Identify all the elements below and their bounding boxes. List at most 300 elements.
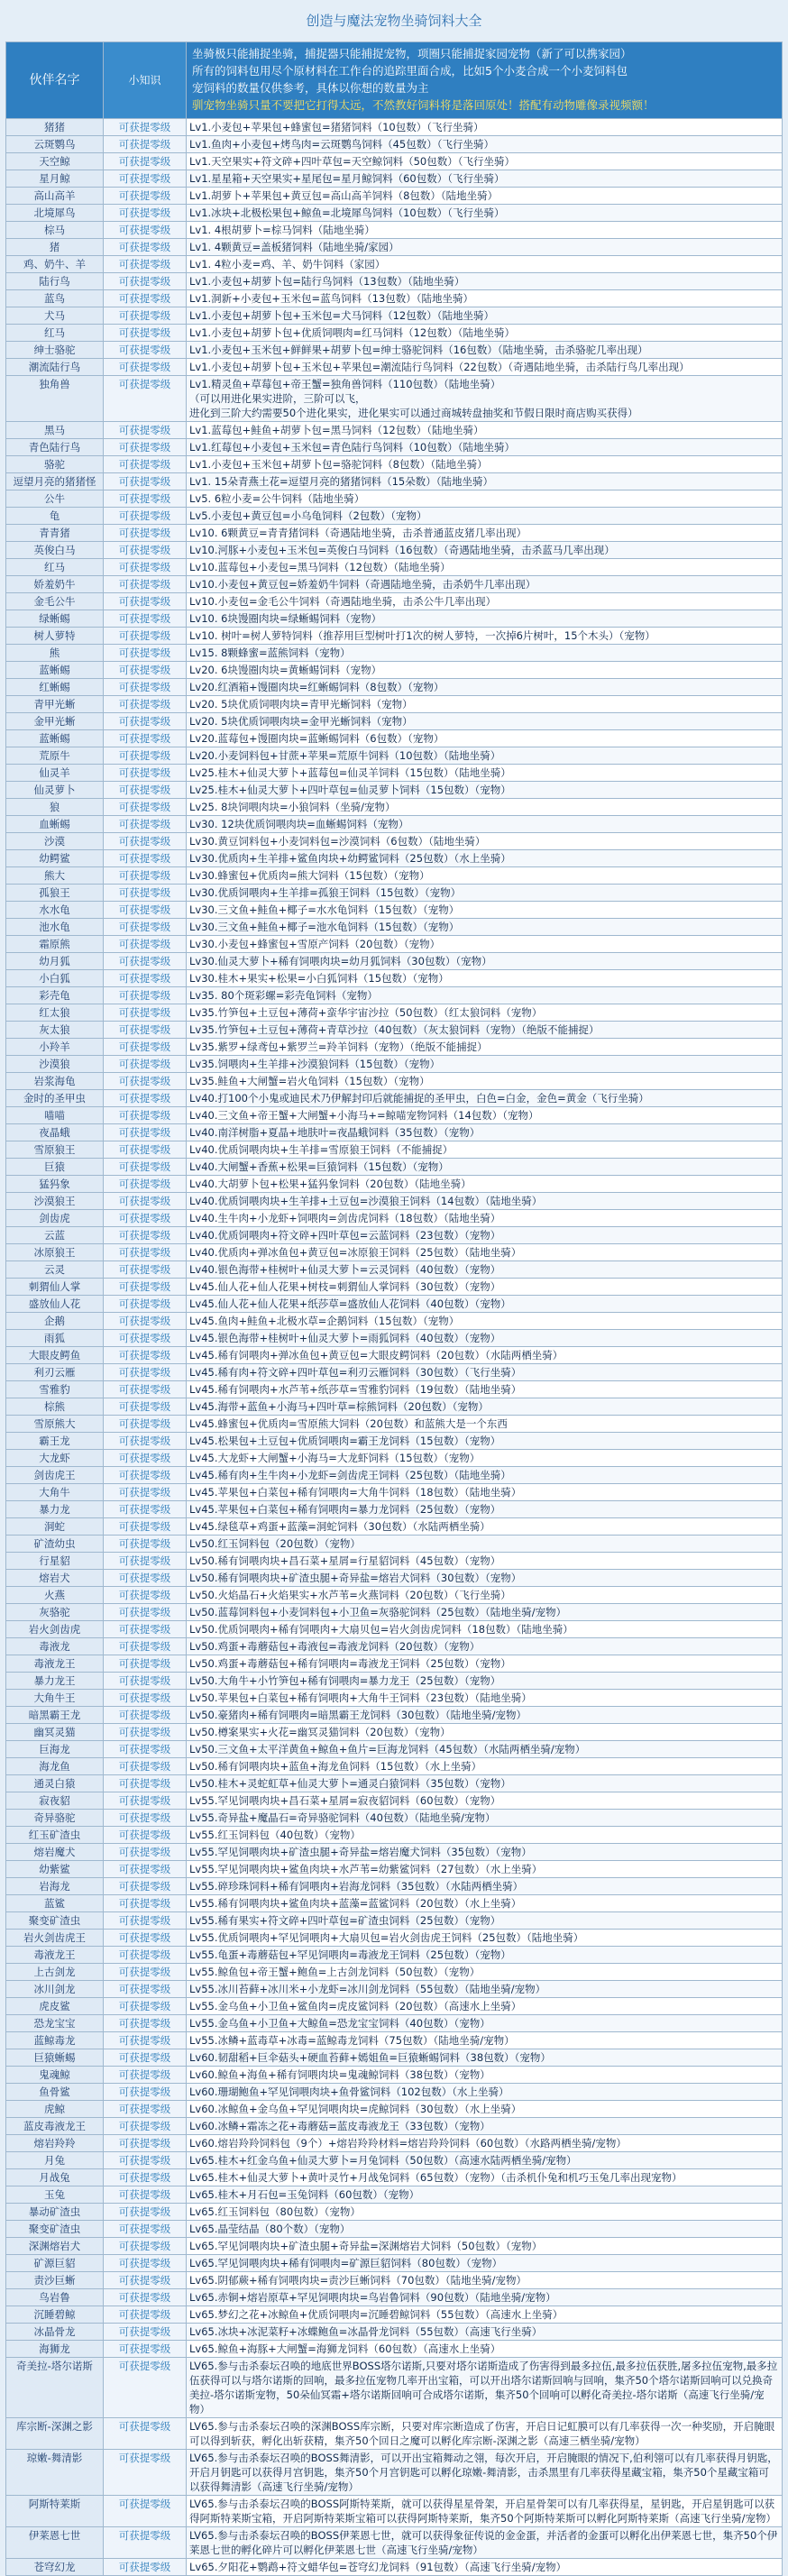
- companion-name: 蓝鲸毒龙: [6, 2032, 104, 2049]
- tip-cell: 可获提零级: [104, 2015, 187, 2031]
- companion-name: 棕熊: [6, 1398, 104, 1415]
- tip-cell: 可获提零级: [104, 1467, 187, 1483]
- table-row: [6, 1073, 783, 1090]
- companion-name: 红玉矿渣虫: [6, 1827, 104, 1843]
- table-row: [6, 662, 783, 679]
- table-row: [6, 2221, 783, 2238]
- companion-name: 树人萝特: [6, 628, 104, 644]
- table-row: [6, 2527, 783, 2559]
- companion-name: 鱼骨鲨: [6, 2084, 104, 2100]
- feed-recipe: LV65.参与击杀泰坛召唤的地底世界BOSS塔尔诺斯,只要对塔尔诺斯造成了伤害得到最多拉伍,最多拉伍获胜,屠多拉伍宠物,最多拉伍获得可以与塔尔诺斯的回响，最多拉伍宠物几率开出宝箱，可以开出塔尔诺斯回响与回响，集齐50个塔尔诺斯回响可以兑换奇美拉-塔尔诺斯宠物，50朵仙冥霜+塔尔诺斯回响可合成塔尔诺斯，集齐50个回响可以孵化奇美拉-塔尔诺斯（高速飞行坐骑/宠物）: [187, 2358, 783, 2417]
- companion-name: 池水龟: [6, 919, 104, 935]
- feed-recipe: Lv45.稀有肉+生牛肉+小龙虾=剑齿虎王饲料（25包数）（陆地坐骑）: [187, 1467, 783, 1483]
- companion-name: 棕马: [6, 222, 104, 238]
- companion-name: 彩壳龟: [6, 987, 104, 1004]
- tip-cell: 可获提零级: [104, 342, 187, 358]
- companion-name: 蓝鲨: [6, 1895, 104, 1911]
- tip-cell: 可获提零级: [104, 170, 187, 187]
- tip-cell: 可获提零级: [104, 1501, 187, 1517]
- header-col-tip: 小知识: [104, 42, 187, 118]
- feed-recipe: Lv50.优质饲喂肉+稀有饲喂肉+大扇贝包=岩火剑齿虎饲料（18包数）（陆地坐骑）: [187, 1621, 783, 1637]
- tip-cell: 可获提零级: [104, 1724, 187, 1740]
- table-row: [6, 713, 783, 730]
- table-row: [6, 1655, 783, 1673]
- feed-recipe: Lv65.桂木+月石包=玉兔饲料（60包数）（宠物）: [187, 2186, 783, 2203]
- tip-cell: 可获提零级: [104, 970, 187, 986]
- companion-name: 奇美拉-塔尔诺斯: [6, 2358, 104, 2417]
- table-row: [6, 2101, 783, 2118]
- tip-cell: 可获提零级: [104, 1210, 187, 1226]
- tip-cell: 可获提零级: [104, 1244, 187, 1260]
- companion-name: 熔岩羚羚: [6, 2135, 104, 2151]
- header-notes: [187, 42, 783, 118]
- table-row: [6, 205, 783, 222]
- companion-name: 雨狐: [6, 1330, 104, 1346]
- table-row: [6, 376, 783, 422]
- feed-recipe: Lv25.桂木+仙灵大萝卜+蓝莓包=仙灵羊饲料（15包数）（陆地坐骑）: [187, 765, 783, 781]
- table-row: [6, 170, 783, 188]
- companion-name: 通灵白猿: [6, 1775, 104, 1792]
- tip-cell: 可获提零级: [104, 325, 187, 341]
- feed-recipe: Lv55.稀有果实+符文碎+四叶草包=矿渣虫饲料（25包数）（宠物）: [187, 1912, 783, 1929]
- tip-cell: 可获提零级: [104, 1587, 187, 1603]
- feed-recipe: Lv55.红玉饲料包（40包数）（宠物）: [187, 1827, 783, 1843]
- tip-cell: 可获提零级: [104, 1039, 187, 1055]
- table-row: [6, 2135, 783, 2152]
- feed-recipe: Lv45.大龙虾+大闸蟹+小海马=大龙虾饲料（15包数）（宠物）: [187, 1450, 783, 1466]
- feed-recipe: Lv30.桂木+果实+松果=小白狐饲料（15包数）（宠物）: [187, 970, 783, 986]
- feed-recipe: Lv1.小麦包+玉米包+胡萝卜包=骆驼饲料（8包数）（陆地坐骑）: [187, 456, 783, 472]
- companion-name: 鬼魂鲸: [6, 2067, 104, 2083]
- table-row: [6, 1124, 783, 1141]
- tip-cell: 可获提零级: [104, 2255, 187, 2271]
- feed-recipe: Lv60.冰鳞+霜冻之花+毒蘑菇=蓝皮毒液龙王（33包数）（宠物）: [187, 2118, 783, 2134]
- table-row: [6, 325, 783, 342]
- feed-recipe: Lv15. 8颗蜂蜜=蓝熊饲料（宠物）: [187, 645, 783, 661]
- feed-recipe: Lv1.精灵鱼+草莓包+帝王蟹=独角兽饲料（110包数）（陆地坐骑） （可以用进化果实进阶，三阶可以飞， 进化到三阶大约需要50个进化果实，进化果实可以通过商城转盘抽奖和节假日限时商店购买获得）: [187, 376, 783, 421]
- table-row: [6, 1433, 783, 1450]
- companion-name: 幼月狐: [6, 953, 104, 969]
- tip-cell: 可获提零级: [104, 1655, 187, 1672]
- companion-name: 猪猪: [6, 119, 104, 135]
- companion-name: 冰晶骨龙: [6, 2324, 104, 2340]
- feed-recipe: Lv55.罕见饲喂肉块+鲨鱼肉块+水芦苇=幼紫鲨饲料（27包数）（水上坐骑）: [187, 1861, 783, 1877]
- feed-recipe: Lv1. 15朵青燕土花=逗望月亮的猪猪饲料（15朵数）（陆地坐骑）: [187, 473, 783, 490]
- table-row: [6, 1364, 783, 1381]
- tip-cell: 可获提零级: [104, 1947, 187, 1963]
- feed-recipe: Lv65.红玉饲料包（80包数）（宠物）: [187, 2204, 783, 2220]
- feed-recipe: Lv40.银色海带+桂树叶+仙灵大萝卜=云灵饲料（40包数）（宠物）: [187, 1261, 783, 1278]
- table-row: [6, 2358, 783, 2418]
- companion-name: 寂夜貂: [6, 1792, 104, 1809]
- tip-cell: 可获提零级: [104, 593, 187, 610]
- feed-recipe: Lv1.星星箱+天空果实+星尾包=星月鲸饲料（60包数）（飞行坐骑）: [187, 170, 783, 187]
- table-row: [6, 747, 783, 765]
- companion-name: 小羚羊: [6, 1039, 104, 1055]
- tip-cell: 可获提零级: [104, 645, 187, 661]
- companion-name: 绿蜥蜴: [6, 610, 104, 627]
- feed-recipe: LV65.参与击杀泰坛召唤的BOSS舞清影，可以开出宝箱舞动之翎，每次开启，开启腌眼的情况下,伯利翎可以有几率获得月钥匙，开启月钥匙可以获得月宫钥匙，集齐50个月宫钥匙可以孵化琼嫩-舞清影，击杀黑里有几率获得星藏宝箱，集齐50个星藏宝箱可以获得舞清影（高速飞行坐骑/宠物）: [187, 2450, 783, 2495]
- table-row: [6, 1741, 783, 1758]
- feed-recipe: Lv45.银色海带+桂树叶+仙灵大萝卜=雨狐饲料（40包数）（宠物）: [187, 1330, 783, 1346]
- tip-cell: 可获提零级: [104, 1964, 187, 1980]
- companion-name: 毒液龙王: [6, 1947, 104, 1963]
- feed-recipe: Lv50.稀有饲喂肉块+昌石菜+星屑=行星貂饲料（45包数）（宠物）: [187, 1553, 783, 1569]
- feed-recipe: Lv65.罕见饲喂肉块+稀有饲喂肉=矿源巨貂饲料（80包数）（宠物）: [187, 2255, 783, 2271]
- table-row: [6, 936, 783, 953]
- table-row: [6, 1810, 783, 1827]
- table-row: [6, 1690, 783, 1707]
- feed-recipe: Lv25. 8块饲喂肉块=小狼饲料（坐骑/宠物）: [187, 799, 783, 815]
- feed-recipe: Lv55.金乌鱼+小卫鱼+大鲸鱼=恐龙宝宝饲料（40包数）（宠物）: [187, 2015, 783, 2031]
- table-row: [6, 1159, 783, 1176]
- feed-recipe: Lv40.打100个小鬼或迪民术乃伊解封印后就能捕捉的圣甲虫，白色=白金，金色=黄金（飞行坐骑）: [187, 1090, 783, 1106]
- table-row: [6, 1227, 783, 1244]
- companion-name: 云蓝: [6, 1227, 104, 1243]
- companion-name: 琼嫩-舞清影: [6, 2450, 104, 2495]
- companion-name: 青甲光蜥: [6, 696, 104, 712]
- table-row: [6, 1176, 783, 1193]
- feed-recipe: Lv10.小麦包+黄豆包=娇羞奶牛饲料（奇遇陆地坐骑，击杀奶牛几率出现）: [187, 576, 783, 592]
- table-row: [6, 1604, 783, 1621]
- companion-name: 幼鳄鲨: [6, 850, 104, 866]
- companion-name: 岩浆海龟: [6, 1073, 104, 1089]
- feed-recipe: Lv50.三文鱼+太平洋黄鱼+鲸鱼+鱼片=巨海龙饲料（45包数）（水陆两栖坐骑/宠物）: [187, 1741, 783, 1757]
- feed-recipe: Lv65.赤铜+熔岩原草+罕见饲喂肉块=鸟岩鲁饲料（90包数）（陆地坐骑/宠物）: [187, 2289, 783, 2306]
- tip-cell: 可获提零级: [104, 713, 187, 729]
- tip-cell: 可获提零级: [104, 1553, 187, 1569]
- table-row: [6, 1998, 783, 2015]
- tip-cell: 可获提零级: [104, 1193, 187, 1209]
- feed-recipe: Lv55.稀有饲喂肉块+鲨鱼肉块+蓝藻=蓝鲨饲料（20包数）（水上坐骑）: [187, 1895, 783, 1911]
- feed-recipe: Lv40.三文鱼+帝王蟹+大闸蟹+小海马+=鲸喵宠物饲料（14包数）（宠物）: [187, 1107, 783, 1123]
- table-row: [6, 2186, 783, 2204]
- table-row: [6, 273, 783, 290]
- table-row: [6, 1022, 783, 1039]
- tip-cell: 可获提零级: [104, 307, 187, 324]
- table-row: [6, 765, 783, 782]
- feed-recipe: Lv1.鱼肉+小麦包+烤鸟肉=云斑鹦鸟饲料（45包数）（飞行坐骑）: [187, 136, 783, 152]
- table-row: [6, 1330, 783, 1347]
- companion-name: 大角牛王: [6, 1690, 104, 1706]
- table-row: [6, 730, 783, 747]
- table-row: [6, 2032, 783, 2049]
- table-row: [6, 1244, 783, 1261]
- tip-cell: 可获提零级: [104, 885, 187, 901]
- table-row: [6, 1570, 783, 1587]
- feed-recipe: Lv30.黄豆饲料包+小麦饲料包=沙漠饲料（6包数）（陆地坐骑）: [187, 833, 783, 849]
- header-note: 所有的饲料包用尽个原材料在工作台的追踪里面合成，比如5个小麦合成一个小麦饲料包: [192, 64, 628, 78]
- tip-cell: 可获提零级: [104, 376, 187, 421]
- tip-cell: 可获提零级: [104, 153, 187, 170]
- tip-cell: 可获提零级: [104, 2358, 187, 2417]
- feed-recipe: Lv20.红酒箱+馒圈肉块=红蜥蜴饲料（8包数）（宠物）: [187, 679, 783, 695]
- table-row: [6, 593, 783, 610]
- tip-cell: 可获提零级: [104, 1141, 187, 1158]
- companion-name: 蓝蜥蜴: [6, 662, 104, 678]
- tip-cell: 可获提零级: [104, 1484, 187, 1500]
- table-row: [6, 1193, 783, 1210]
- companion-name: 喵喵: [6, 1107, 104, 1123]
- table-row: [6, 1347, 783, 1364]
- table-row: [6, 256, 783, 273]
- table-row: [6, 2418, 783, 2450]
- feed-recipe: Lv45.仙人花+仙人花果+树枝=刺猬仙人掌饲料（30包数）（宠物）: [187, 1279, 783, 1295]
- tip-cell: 可获提零级: [104, 1604, 187, 1620]
- companion-name: 冰川剑龙: [6, 1981, 104, 1997]
- table-row: [6, 1039, 783, 1056]
- companion-name: 海狮龙: [6, 2341, 104, 2357]
- table-row: [6, 473, 783, 490]
- companion-name: 矿渣幼虫: [6, 1536, 104, 1552]
- tip-cell: 可获提零级: [104, 2186, 187, 2203]
- tip-cell: 可获提零级: [104, 610, 187, 627]
- companion-name: 奇异骆驼: [6, 1810, 104, 1826]
- feed-recipe: Lv1. 4粒小麦=鸡、羊、奶牛饲料（家园）: [187, 256, 783, 272]
- companion-name: 金时的圣甲虫: [6, 1090, 104, 1106]
- tip-cell: 可获提零级: [104, 2135, 187, 2151]
- companion-name: 巨猿: [6, 1159, 104, 1175]
- table-row: [6, 1981, 783, 1998]
- tip-cell: 可获提零级: [104, 456, 187, 472]
- feed-recipe: Lv65.梦幻之花+冰鲸鱼+优质饲喂肉=沉睡碧鲸饲料（55包数）（高速水上坐骑）: [187, 2306, 783, 2323]
- companion-name: 毒液龙王: [6, 1655, 104, 1672]
- feed-recipe: Lv50.红玉饲料包（20包数）（宠物）: [187, 1536, 783, 1552]
- companion-name: 幼紫鲨: [6, 1861, 104, 1877]
- table-row: [6, 290, 783, 307]
- companion-name: 暴力龙王: [6, 1673, 104, 1689]
- tip-cell: 可获提零级: [104, 205, 187, 221]
- table-row: [6, 307, 783, 325]
- table-row: [6, 119, 783, 136]
- companion-name: 岩火剑齿虎: [6, 1621, 104, 1637]
- tip-cell: 可获提零级: [104, 1912, 187, 1929]
- feed-recipe: Lv65.鲸鱼+海豚+大闸蟹=海狮龙饲料（60包数）（高速水上坐骑）: [187, 2341, 783, 2357]
- companion-name: 霜原熊: [6, 936, 104, 952]
- tip-cell: 可获提零级: [104, 936, 187, 952]
- feed-recipe: Lv45.蜂蜜包+优质肉=雪原熊大饲料（20包数）和蓝熊大是一个东西: [187, 1416, 783, 1432]
- feed-recipe: Lv65.罕见饲喂肉块+矿渣虫腿+奇异盐=深渊熔岩犬饲料（50包数）（宠物）: [187, 2238, 783, 2254]
- table-row: [6, 1518, 783, 1536]
- companion-name: 虎鲸: [6, 2101, 104, 2117]
- feed-recipe: Lv40.优质饲喂肉块+生羊排=雪原狼王饲料（不能捕捉）: [187, 1141, 783, 1158]
- table-row: [6, 902, 783, 919]
- tip-cell: 可获提零级: [104, 1861, 187, 1877]
- table-row: [6, 2118, 783, 2135]
- companion-name: 星月鲸: [6, 170, 104, 187]
- feed-recipe: Lv1.洞新+小麦包+玉米包=蓝鸟饲料（13包数）（陆地坐骑）: [187, 290, 783, 307]
- tip-cell: 可获提零级: [104, 1536, 187, 1552]
- companion-name: 绅士骆驼: [6, 342, 104, 358]
- tip-cell: 可获提零级: [104, 1518, 187, 1535]
- tip-cell: 可获提零级: [104, 2152, 187, 2168]
- page-title: 创造与魔法宠物坐骑饲料大全: [306, 13, 482, 29]
- companion-name: 北境犀鸟: [6, 205, 104, 221]
- feed-recipe: Lv55.奇异盐+魔晶石=奇异骆驼饲料（40包数）（陆地坐骑/宠物）: [187, 1810, 783, 1826]
- companion-name: 蓝皮毒液龙王: [6, 2118, 104, 2134]
- companion-name: 行星貂: [6, 1553, 104, 1569]
- table-row: [6, 542, 783, 559]
- table-row: [6, 2169, 783, 2186]
- tip-cell: 可获提零级: [104, 576, 187, 592]
- table-row: [6, 645, 783, 662]
- tip-cell: 可获提零级: [104, 422, 187, 438]
- feed-recipe: Lv1.小麦包+胡萝卜包=陆行鸟饲料（13包数）（陆地坐骑）: [187, 273, 783, 289]
- companion-name: 矿源巨貂: [6, 2255, 104, 2271]
- companion-name: 阿斯特莱斯: [6, 2496, 104, 2526]
- companion-name: 熊大: [6, 867, 104, 884]
- feed-recipe: Lv40.大胡萝卜包+松果+猛犸象饲料（20包数）（陆地坐骑）: [187, 1176, 783, 1192]
- companion-name: 盛放仙人花: [6, 1296, 104, 1312]
- companion-name: 骆驼: [6, 456, 104, 472]
- table-row: [6, 1964, 783, 1981]
- companion-name: 潮流陆行鸟: [6, 359, 104, 375]
- tip-cell: 可获提零级: [104, 1775, 187, 1792]
- tip-cell: 可获提零级: [104, 1124, 187, 1141]
- table-row: [6, 1707, 783, 1724]
- companion-name: 仙灵萝卜: [6, 782, 104, 798]
- feed-recipe: Lv45.松果包+土豆包+优质饲喂肉=霸王龙饲料（15包数）（宠物）: [187, 1433, 783, 1449]
- tip-cell: 可获提零级: [104, 273, 187, 289]
- companion-name: 岩火剑齿虎王: [6, 1930, 104, 1946]
- feed-table: [5, 41, 783, 2576]
- feed-recipe: Lv50.豪猪肉+稀有饲喂肉=暗黑霸王龙饲料（30包数）（陆地坐骑/宠物）: [187, 1707, 783, 1723]
- table-row: [6, 1912, 783, 1930]
- feed-recipe: Lv35.饲喂肉+生羊排+沙漠狼饲料（15包数）（宠物）: [187, 1056, 783, 1072]
- table-row: [6, 2306, 783, 2324]
- table-row: [6, 1587, 783, 1604]
- companion-name: 上古剑龙: [6, 1964, 104, 1980]
- tip-cell: 可获提零级: [104, 1261, 187, 1278]
- companion-name: 虎皮鲨: [6, 1998, 104, 2014]
- companion-name: 红蜥蜴: [6, 679, 104, 695]
- feed-recipe: Lv5.小麦包+黄豆包=小乌龟饲料（2包数）（宠物）: [187, 508, 783, 524]
- feed-recipe: Lv65.阴郁蕨+稀有饲喂肉块=责沙巨蜥饲料（70包数）（陆地坐骑/宠物）: [187, 2272, 783, 2288]
- tip-cell: 可获提零级: [104, 222, 187, 238]
- feed-recipe: Lv55.冰鳞+蓝毒草+冰毒=蓝鲸毒龙饲料（75包数）（陆地坐骑/宠物）: [187, 2032, 783, 2049]
- tip-cell: 可获提零级: [104, 1930, 187, 1946]
- feed-recipe: Lv45.稀有饲喂肉+弹冰鱼包+黄豆包=大眼皮鳄饲料（20包数）（水陆两栖坐骑）: [187, 1347, 783, 1363]
- table-row: [6, 2289, 783, 2306]
- feed-recipe: Lv1.小麦包+苹果包+蜂蜜包=猪猪饲料（10包数）（飞行坐骑）: [187, 119, 783, 135]
- feed-recipe: Lv20. 6块馒圈肉块=黄蜥蜴饲料（宠物）: [187, 662, 783, 678]
- feed-recipe: Lv40.大闸蟹+香蕉+松果=巨猿饲料（15包数）（宠物）: [187, 1159, 783, 1175]
- table-row: [6, 1004, 783, 1022]
- tip-cell: 可获提零级: [104, 2289, 187, 2306]
- feed-recipe: Lv40.优质肉+弹冰鱼包+黄豆包=冰原狼王饲料（25包数）（陆地坐骑）: [187, 1244, 783, 1260]
- table-row: [6, 1827, 783, 1844]
- companion-name: 黑马: [6, 422, 104, 438]
- companion-name: 恐龙宝宝: [6, 2015, 104, 2031]
- tip-cell: 可获提零级: [104, 188, 187, 204]
- feed-recipe: Lv65.夕阳花+鹦鹉+符文蜡华包=苍穹幻龙饲料（91包数）（高速飞行坐骑/宠物）: [187, 2559, 783, 2575]
- tip-cell: 可获提零级: [104, 1227, 187, 1243]
- table-row: [6, 1107, 783, 1124]
- table-row: [6, 1553, 783, 1570]
- companion-name: 雪雅豹: [6, 1381, 104, 1398]
- companion-name: 犬马: [6, 307, 104, 324]
- tip-cell: 可获提零级: [104, 2418, 187, 2449]
- tip-cell: 可获提零级: [104, 1792, 187, 1809]
- table-row: [6, 2324, 783, 2341]
- companion-name: 深渊熔岩犬: [6, 2238, 104, 2254]
- table-row: [6, 1467, 783, 1484]
- feed-recipe: Lv50.鸡蛋+毒蘑菇包+毒液包=毒液龙饲料（20包数）（宠物）: [187, 1638, 783, 1655]
- companion-name: 狼: [6, 799, 104, 815]
- tip-cell: 可获提零级: [104, 2496, 187, 2526]
- companion-name: 猪: [6, 239, 104, 255]
- feed-recipe: Lv45.稀有肉+符文碎+四叶草包=利刃云雁饲料（30包数）（飞行坐骑）: [187, 1364, 783, 1380]
- feed-recipe: Lv35. 80个斑彩螺=彩壳龟饲料（宠物）: [187, 987, 783, 1004]
- companion-name: 红马: [6, 325, 104, 341]
- table-row: [6, 1930, 783, 1947]
- tip-cell: 可获提零级: [104, 833, 187, 849]
- table-row: [6, 1861, 783, 1878]
- tip-cell: 可获提零级: [104, 953, 187, 969]
- companion-name: 红马: [6, 559, 104, 575]
- companion-name: 企鹅: [6, 1313, 104, 1329]
- tip-cell: 可获提零级: [104, 2559, 187, 2575]
- companion-name: 剑齿虎王: [6, 1467, 104, 1483]
- feed-recipe: Lv30.三文鱼+鲑鱼+椰子=水水龟饲料（15包数）（宠物）: [187, 902, 783, 918]
- feed-recipe: Lv35.竹笋包+土豆包+薄荷+蛮华宇宙沙拉（50包数）（红太狼饲料（宠物）: [187, 1004, 783, 1021]
- feed-recipe: Lv45.仙人花+仙人花果+纸莎草=盛放仙人花饲料（40包数）（宠物）: [187, 1296, 783, 1312]
- companion-name: 伊莱恩七世: [6, 2527, 104, 2558]
- companion-name: 陆行鸟: [6, 273, 104, 289]
- companion-name: 蓝鸟: [6, 290, 104, 307]
- table-row: [6, 2496, 783, 2527]
- companion-name: 玉兔: [6, 2186, 104, 2203]
- feed-recipe: LV65.参与击杀泰坛召唤的BOSS伊莱恩七世，就可以获得象征传说的金金蛋，并活者的金蛋可以孵化出伊莱恩七世，集齐50个伊莱恩七世的孵化碎片可以孵化伊莱恩七世（高速飞行坐骑/宠物）: [187, 2527, 783, 2558]
- companion-name: 高山高羊: [6, 188, 104, 204]
- companion-name: 沉睡碧鲸: [6, 2306, 104, 2323]
- feed-recipe: Lv65.桂木+红金乌鱼+仙灵大萝卜=月兔饲料（50包数）（高速水陆两栖坐骑/宠物）: [187, 2152, 783, 2168]
- table-row: [6, 970, 783, 987]
- table-row: [6, 153, 783, 170]
- feed-recipe: Lv40.南洋树脂+夏晶+地肤叶=夜晶蛾饲料（35包数）（宠物）: [187, 1124, 783, 1141]
- feed-recipe: LV65.参与击杀泰坛召唤的BOSS阿斯特莱斯，就可以获得星星骨架，开启星骨架可以有几率获得星，星钥匙，开启星钥匙可以获得阿斯特莱斯宝箱，开启阿斯特莱斯宝箱可以获得阿斯特莱斯，集齐50个阿斯特莱斯可以孵化阿斯特莱斯（高速飞行坐骑/宠物）: [187, 2496, 783, 2526]
- companion-name: 荒原牛: [6, 747, 104, 764]
- companion-name: 大眼皮鳄鱼: [6, 1347, 104, 1363]
- table-row: [6, 1416, 783, 1433]
- companion-name: 熔岩魔犬: [6, 1844, 104, 1860]
- feed-recipe: Lv1.天空果实+符文碎+四叶草包=天空鲸饲料（50包数）（飞行坐骑）: [187, 153, 783, 170]
- companion-name: 沙漠: [6, 833, 104, 849]
- table-row: [6, 456, 783, 473]
- tip-cell: 可获提零级: [104, 1022, 187, 1038]
- tip-cell: 可获提零级: [104, 1707, 187, 1723]
- tip-cell: 可获提零级: [104, 1347, 187, 1363]
- companion-name: 大龙虾: [6, 1450, 104, 1466]
- feed-recipe: Lv55.罕见饲喂肉块+矿渣虫腿+奇异盐=熔岩魔犬饲料（35包数）（宠物）: [187, 1844, 783, 1860]
- companion-name: 苍穹幻龙: [6, 2559, 104, 2575]
- table-row: [6, 2450, 783, 2496]
- tip-cell: 可获提零级: [104, 765, 187, 781]
- tip-cell: 可获提零级: [104, 1810, 187, 1826]
- feed-recipe: Lv25.桂木+仙灵大萝卜+四叶草包=仙灵萝卜饲料（15包数）（宠物）: [187, 782, 783, 798]
- feed-recipe: Lv45.稀有饲喂肉+水芦苇+纸莎草=雪雅豹饲料（19包数）（陆地坐骑）: [187, 1381, 783, 1398]
- feed-recipe: Lv55.龟蛋+毒蘑菇包+罕见饲喂肉=毒液龙王饲料（25包数）（宠物）: [187, 1947, 783, 1963]
- tip-cell: 可获提零级: [104, 290, 187, 307]
- feed-recipe: Lv10.蓝莓包+小麦包=黑马饲料（12包数）（陆地坐骑）: [187, 559, 783, 575]
- companion-name: 红太狼: [6, 1004, 104, 1021]
- feed-recipe: Lv60.冰鲸鱼+金乌鱼+罕见饲喂肉块=虎鲸饲料（30包数）（水上坐骑）: [187, 2101, 783, 2117]
- table-row: [6, 559, 783, 576]
- tip-cell: 可获提零级: [104, 2527, 187, 2558]
- companion-name: 夜晶蛾: [6, 1124, 104, 1141]
- companion-name: 沙漠狼王: [6, 1193, 104, 1209]
- table-row: [6, 1758, 783, 1775]
